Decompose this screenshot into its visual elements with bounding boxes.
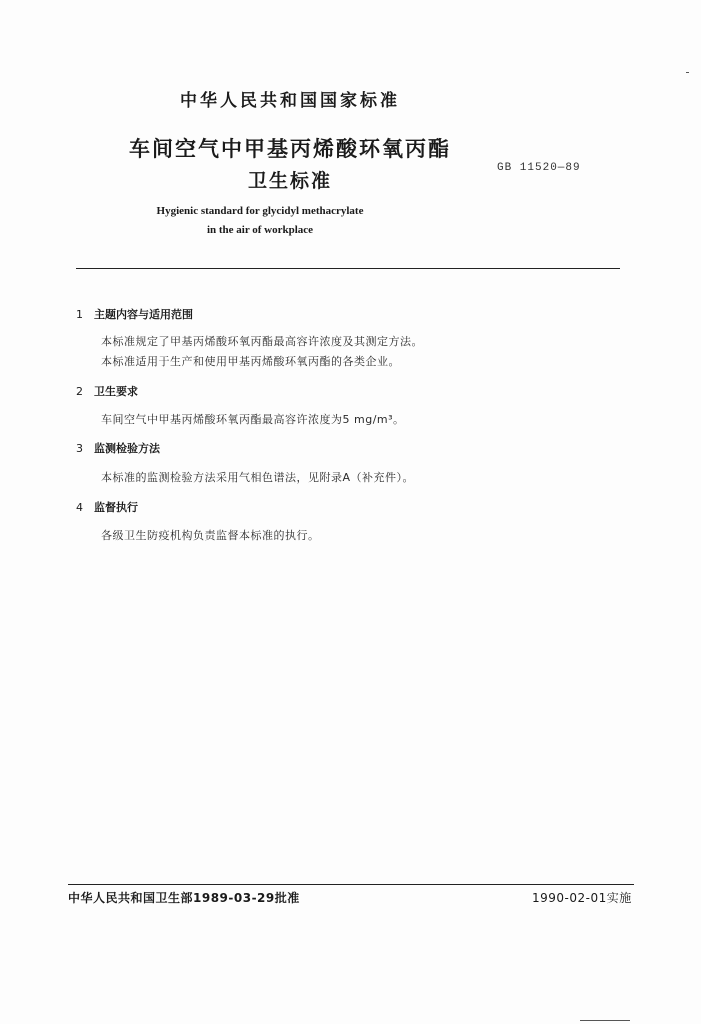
title-line-1: 车间空气中甲基丙烯酸环氧丙酯 [129,137,451,161]
section-2-heading [76,383,138,399]
scan-edge-mark [580,1020,630,1021]
implementation-date: 1990-02-01实施 [532,891,632,905]
header-divider [76,268,620,269]
section-4-number: 4 [76,501,83,514]
section-4-title: 监督执行 [94,501,138,514]
english-title-line-1: Hygienic standard for glycidyl methacrylate [156,205,364,217]
english-title [0,202,520,240]
standard-number: GB 11520—89 [497,162,581,174]
title-line-2: 卫生标准 [247,170,332,192]
section-1-title: 主题内容与适用范围 [94,308,193,321]
section-1-paragraph-2: 本标准适用于生产和使用甲基丙烯酸环氧丙酯的各类企业。 [101,355,400,368]
section-4-heading [76,499,138,515]
section-1-paragraph-1: 本标准规定了甲基丙烯酸环氧丙酯最高容许浓度及其测定方法。 [101,335,423,348]
section-2-paragraph-1: 车间空气中甲基丙烯酸环氧丙酯最高容许浓度为5 mg/m³。 [101,413,405,426]
section-2-number: 2 [76,385,83,398]
national-standard-heading: 中华人民共和国国家标准 [180,91,400,111]
section-3-heading [76,440,160,456]
section-2-title: 卫生要求 [94,385,138,398]
section-3-number: 3 [76,442,83,455]
section-1-heading [76,306,193,322]
section-3-title: 监测检验方法 [94,442,160,455]
scan-speck [686,72,689,73]
english-title-line-2: in the air of workplace [206,224,314,236]
section-3-paragraph-1: 本标准的监测检验方法采用气相色谱法，见附录A（补充件）。 [101,471,415,484]
approval-statement: 中华人民共和国卫生部1989-03-29批准 [68,891,300,905]
footer-divider [68,884,634,885]
section-1-number: 1 [76,308,83,321]
document-title [0,134,580,196]
section-4-paragraph-1: 各级卫生防疫机构负责监督本标准的执行。 [101,529,320,542]
